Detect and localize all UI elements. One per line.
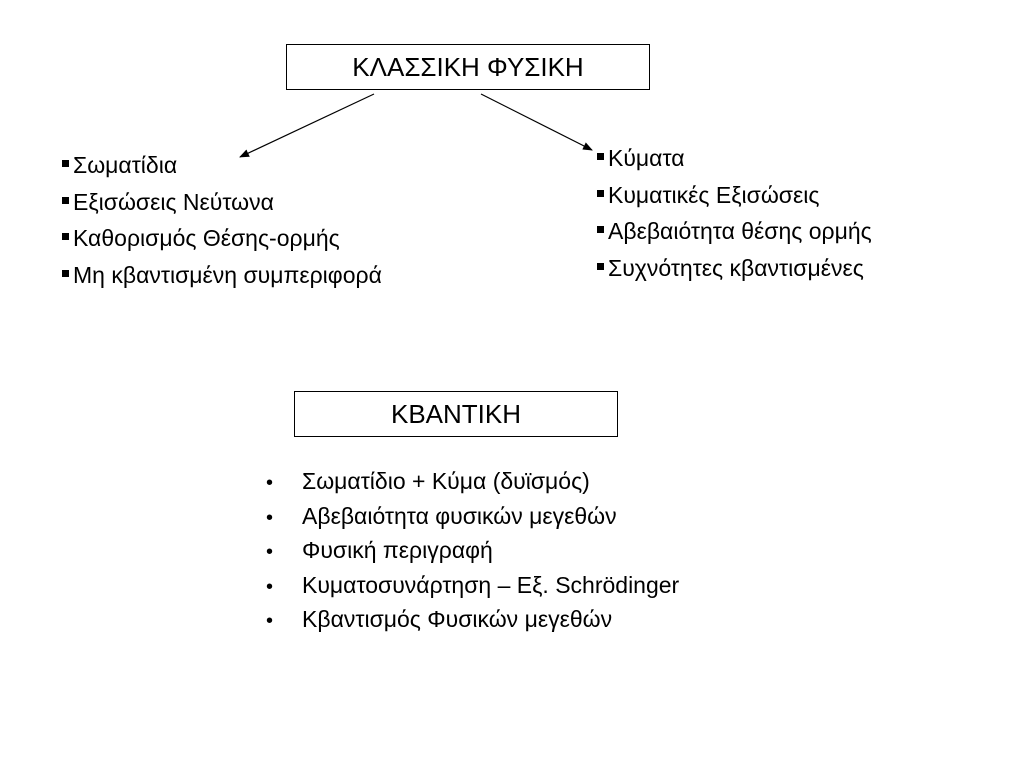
square-bullet-icon xyxy=(597,263,604,270)
list-item: Μη κβαντισμένη συμπεριφορά xyxy=(62,257,382,294)
bullet-icon: • xyxy=(266,575,274,598)
list-item: • Σωματίδιο + Κύμα (δυϊσμός) xyxy=(266,464,679,499)
bullet-icon: • xyxy=(266,610,274,632)
list-item: Αβεβαιότητα θέσης ορμής xyxy=(597,213,872,250)
bullet-icon: • xyxy=(266,472,274,494)
list-item: • Κυματοσυνάρτηση – Εξ. Schrödinger xyxy=(266,568,679,603)
list-item: Κύματα xyxy=(597,140,872,177)
wave-properties-list xyxy=(597,140,872,286)
list-item: Κυματικές Εξισώσεις xyxy=(597,177,872,214)
list-item: Εξισώσεις Νεύτωνα xyxy=(62,184,382,221)
quantum-properties-list xyxy=(266,464,679,637)
list-item: • Αβεβαιότητα φυσικών μεγεθών xyxy=(266,499,679,534)
list-item: Καθορισμός Θέσης-ορμής xyxy=(62,220,382,257)
quantum-title: ΚΒΑΝΤΙΚΗ xyxy=(390,399,522,429)
square-bullet-icon xyxy=(62,270,69,277)
square-bullet-icon xyxy=(62,197,69,204)
list-item: Συχνότητες κβαντισμένες xyxy=(597,250,872,287)
square-bullet-icon xyxy=(597,153,604,160)
square-bullet-icon xyxy=(597,226,604,233)
list-item: • Φυσική περιγραφή xyxy=(266,533,679,568)
bullet-icon: • xyxy=(266,506,274,529)
square-bullet-icon xyxy=(597,190,604,197)
quantum-title-box xyxy=(294,391,618,437)
arrow-to-waves xyxy=(481,94,592,150)
list-item: Σωματίδια xyxy=(62,147,382,184)
particle-properties-list xyxy=(62,147,382,293)
square-bullet-icon xyxy=(62,160,69,167)
list-item: • Κβαντισμός Φυσικών μεγεθών xyxy=(266,602,679,637)
square-bullet-icon xyxy=(62,233,69,240)
classical-physics-title-box xyxy=(286,44,650,90)
classical-physics-title: ΚΛΑΣΣΙΚΗ ΦΥΣΙΚΗ xyxy=(352,52,584,82)
bullet-icon: • xyxy=(266,541,274,563)
